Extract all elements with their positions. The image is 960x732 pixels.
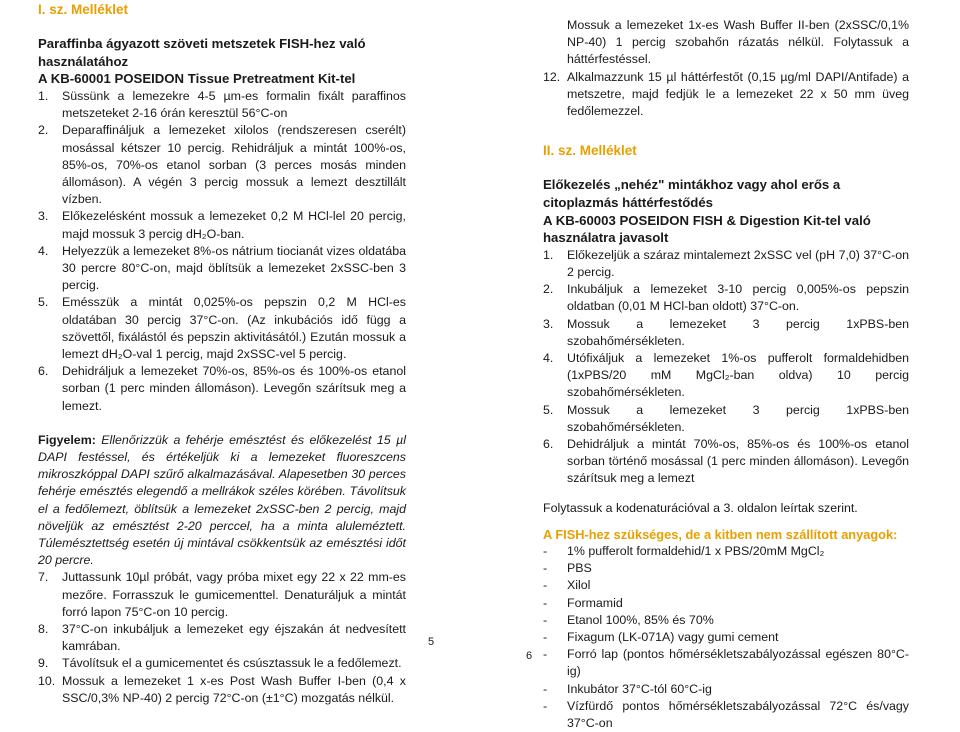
list-item: 1. Előkezeljük a száraz mintalemezt 2xSSC vel (pH 7,0) 37°C-on 2 percig. — [543, 247, 909, 279]
list-item: 6. Dehidráljuk a mintát 70%-os, 85%-os és 100%-os etanol sorban történő mosással (1 perc minden állomáson). Levegőn szárítsuk meg a lemezt — [543, 437, 909, 486]
section-label-ii: II. sz. Melléklet — [543, 143, 637, 159]
title-line-3: A KB-60001 POSEIDON Tissue Pretreatment Kit-tel — [38, 71, 356, 87]
list-item: 5. Emésszük a mintát 0,025%-os pepszin 0,2 M HCl-es oldatában 30 percig 37°C-on. (Az inkubációs idő függ a szövettől, fixálástól és pepszin aktivitásától.) Ezután mossuk a lemezt dH₂O-val 1 percig, majd 2xSSC-vel 5 percig. — [38, 295, 406, 362]
list-item: - Vízfürdő pontos hőmérsékletszabályozással 72°C és/vagy 37°C-on — [543, 698, 909, 731]
list-item: 5. Mossuk a lemezeket 3 percig 1xPBS-ben szobahőmérsékleten. — [543, 402, 909, 434]
title-line-2: citoplazmás háttérfestődés — [543, 195, 714, 211]
list-item: 2. Deparaffináljuk a lemezeket xilolos (rendszeresen cserélt) mosással kétszer 10 percig. Rehidráljuk a mintát 100%-os, 85%-os, 70%-os etanol sorban (3 perces mosás minden állomáson). A végén 3 percig mossuk a lemezt desztillált vízben. — [38, 123, 406, 207]
note-label: Figyelem: — [38, 432, 96, 447]
list-item: - Fixagum (LK-071A) vagy gumi cement — [543, 630, 779, 645]
list-item: - Xilol — [543, 578, 591, 593]
list-item: 7. Juttassunk 10µl próbát, vagy próba mixet egy 22 x 22 mm-es mezőre. Forrasszuk le gumicementtel. Denaturáljuk a mintát forró lapon 75°C-on 10 percig. — [38, 570, 406, 619]
list-item: 3. Mossuk a lemezeket 3 percig 1xPBS-ben szobahőmérsékleten. — [543, 316, 909, 348]
list-item: 10. Mossuk a lemezeket 1 x-es Post Wash Buffer I-ben (0,4 x SSC/0,3% NP-40) 2 percig 72°C-on (±1°C) mozgatás nélkül. — [38, 673, 406, 705]
steps-list-2 — [38, 569, 406, 707]
section-label-i: I. sz. Melléklet — [38, 2, 129, 17]
list-item: 4. Helyezzük a lemezeket 8%-os nátrium tiocianát vizes oldatába 30 percre 80°C-on, majd öblítsük a lemezeket 2xSSC-ben 3 percig. — [38, 243, 406, 293]
list-item: - Formamid — [543, 595, 623, 610]
right-column — [543, 17, 909, 732]
list-item: - Inkubátor 37°C-tól 60°C-ig — [543, 681, 712, 696]
list-item: 8. 37°C-on inkubáljuk a lemezeket egy éjszakán át nedvesített kamrában. — [38, 622, 406, 654]
list-item: 6. Dehidráljuk a lemezeket 70%-os, 85%-os és 100%-os etanol sorban (1 perc minden állomáson). Levegőn szárítsuk meg a lemezt. — [38, 364, 406, 413]
left-column — [38, 0, 406, 707]
list-item: - Etanol 100%, 85% és 70% — [543, 612, 714, 627]
materials-title: A FISH-hez szükséges, de a kitben nem szállított anyagok: — [543, 526, 898, 542]
list-item: 1. Süssünk a lemezekre 4-5 µm-es formalin fixált paraffinos metszeteket 2-16 órán keresztül 56°C-on — [38, 88, 406, 121]
warning-note — [38, 432, 406, 570]
intro-paragraph: Mossuk a lemezeket 1x-es Wash Buffer II-ben (2xSSC/0,1% NP-40) 1 percig szobahőn rázatás nélkül. Folytassuk a háttérfestéssel. — [567, 18, 909, 67]
list-item: 3. Előkezelésként mossuk a lemezeket 0,2 M HCl-lel 20 percig, majd mossuk 3 percig dH₂O-ban. — [38, 209, 406, 241]
page-number-right: 6 — [526, 650, 533, 662]
title-line-1: Paraffinba ágyazott szöveti metszetek FISH-hez való — [38, 36, 366, 52]
steps-list — [38, 88, 406, 415]
title-line-1: Előkezelés „nehéz" mintákhoz vagy ahol erős a — [543, 177, 841, 193]
continue-text: Folytassuk a kodenaturációval a 3. oldalon leírtak szerint. — [543, 500, 858, 515]
title-line-3: A KB-60003 POSEIDON FISH & Digestion Kit-tel való — [543, 212, 871, 228]
list-item: - PBS — [543, 561, 592, 576]
title-line-4: használatra javasolt — [543, 230, 669, 246]
list-item: 2. Inkubáljuk a lemezeket 3-10 percig 0,005%-os pepszin oldatban (0,01 M HCl-ban oldott) 37°C-on. — [543, 282, 909, 314]
list-item: 9. Távolítsuk el a gumicementet és csúsztassuk le a fedőlemezt. — [38, 656, 402, 671]
list-item: - Forró lap (pontos hőmérsékletszabályozással egészen 80°C-ig) — [543, 647, 909, 679]
page-number-left: 5 — [428, 636, 435, 648]
steps-list — [543, 247, 909, 488]
list-item: - 1% pufferolt formaldehid/1 x PBS/20mM MgCl₂ — [543, 544, 825, 559]
materials-list — [543, 543, 909, 732]
title-line-2: használatához — [38, 53, 129, 69]
list-item: 12. Alkalmazzunk 15 µl háttérfestőt (0,15 µg/ml DAPI/Antifade) a metszetre, majd fedjük le a lemezeket 22 x 50 mm üveg fedőlemezzel. — [543, 69, 909, 119]
note-text: Ellenőrizzük a fehérje emésztést és előkezelést 15 µl DAPI festéssel, és értékeljük ki a lemezeket fluoreszcens mikroszkóppal DAPI szűrő alkalmazásával. Alapesetben 30 perces fehérje emésztés elegendő a mellrákok széles körében. Távolítsuk el a fedőlemezt, öblítsük a lemezeket 2xSSC-ben 2 percig, majd növeljük az emésztést 2-20 perccel, ha a minta aluleméztett. Túlemésztettség esetén új mintával csökkentsük az emésztési időt 20 percre. — [38, 432, 406, 568]
list-item: 4. Utófixáljuk a lemezeket 1%-os pufferolt formaldehidben (1xPBS/20 mM MgCl₂-ban oldva) 10 percig szobahőmérsékleten. — [543, 351, 909, 400]
